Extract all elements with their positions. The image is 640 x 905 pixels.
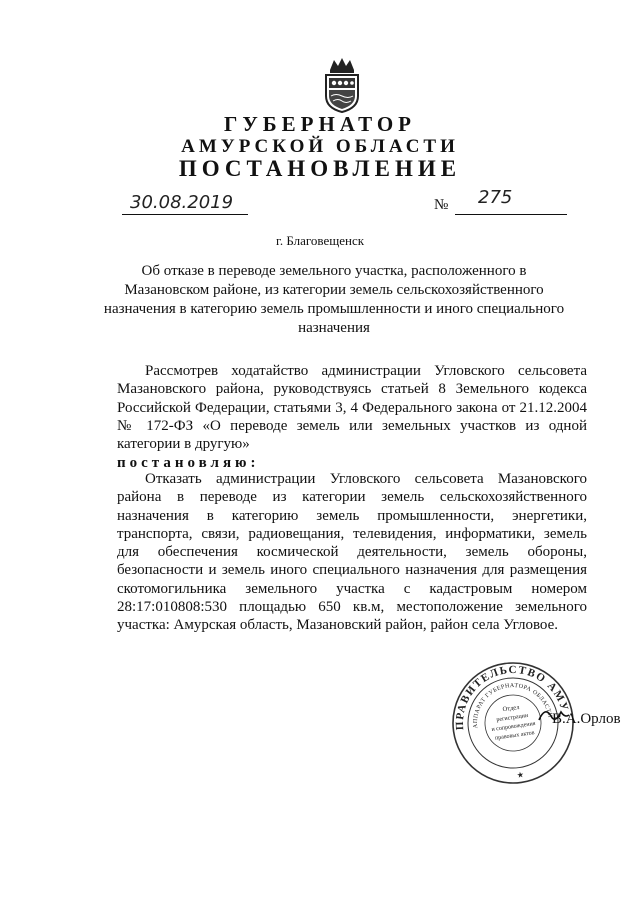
seal-center-line-2: регистрации [496,712,529,724]
coat-of-arms-emblem [322,56,362,114]
seal-center-line-1: Отдел [502,703,520,714]
preamble-paragraph: Рассмотрев ходатайство администрации Угловского сельсовета Мазановского района, руководствуясь статьей 8 Земельного кодекса Российской Федерации, статьями 3, 4 Федерального закона от 21.12.2004 № 172-ФЗ «О переводе земель или земельных участков из одной категории в другую» [117,363,587,453]
number-sign: № [434,197,449,213]
header-title-region: АМУРСКОЙ ОБЛАСТИ [181,136,459,157]
date-underline [122,214,248,215]
city-label: г. Благовещенск [275,233,365,248]
document-date: 30.08.2019 [130,192,234,213]
document-subject: Об отказе в переводе земельного участка, расположенного в Мазановском районе, из категории земель сельскохозяйственного назначения в категорию земель промышленности и иного специального назначения [103,263,565,336]
seal-center-line-4: правовых актов [494,730,535,742]
decree-word: постановляю: [117,455,260,471]
seal-outer-text: ПРАВИТЕЛЬСТВО АМУРСКОЙ [453,663,571,731]
seal-center-line-3: и сопровождения [491,720,536,734]
decision-paragraph: Отказать администрации Угловского сельсовета Мазановского района в переводе из категории земель сельскохозяйственного назначения в категорию земель промышленности, энергетики, транспорта, связи, радиовещания, телевидения, информатики, земель для обеспечения космической деятельности, земель обороны, безопасности и земель иного специального назначения для размещения скотомогильника земельного участка с кадастровым номером 28:17:010808:530 площадью 650 кв.м, местоположение земельного участка: Амурская область, Мазановский район, район села Угловое. [117,471,587,634]
number-underline [455,214,567,215]
signatory-name: В.А.Орлов [552,711,621,727]
header-title-governor: ГУБЕРНАТОР [223,112,417,136]
seal-inner-text: АППАРАТ ГУБЕРНАТОРА ОБЛАСТИ [472,682,553,729]
document-type-title: ПОСТАНОВЛЕНИЕ [178,156,462,181]
seal-star-icon: ★ [516,770,525,780]
document-number: 275 [478,187,513,208]
